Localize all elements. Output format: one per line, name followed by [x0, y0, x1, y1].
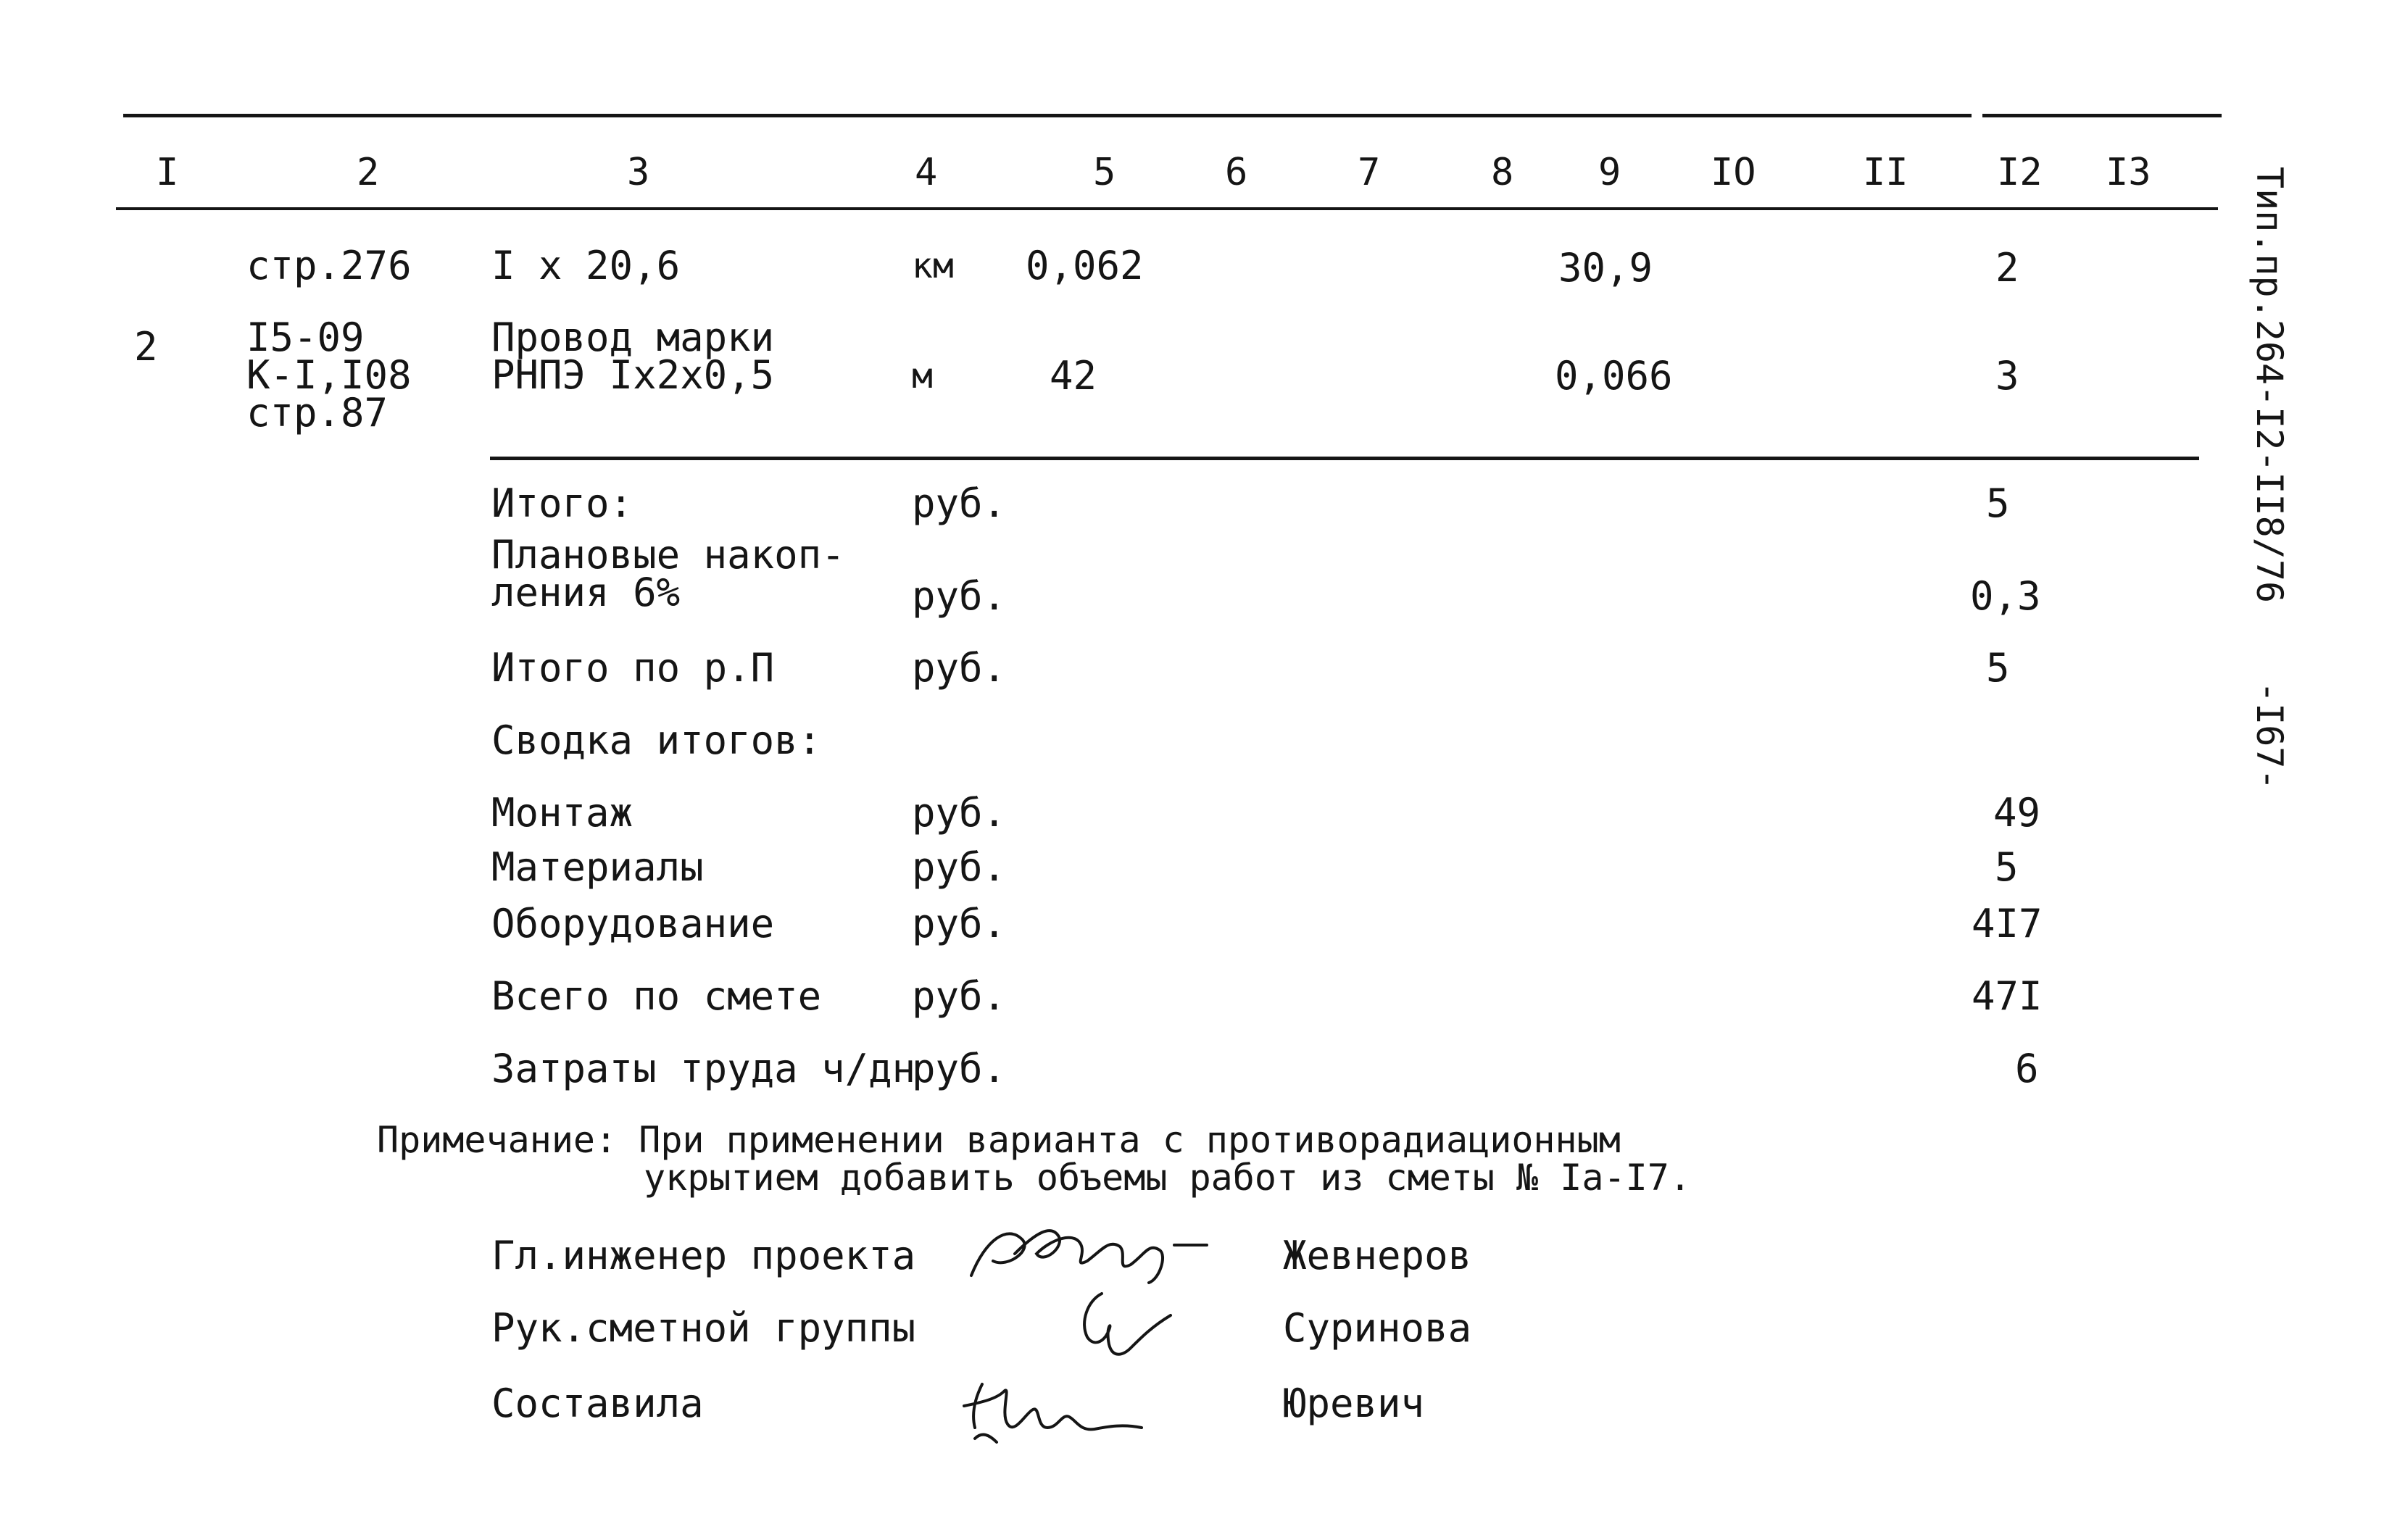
row1-col9: 30,9 [1558, 245, 1653, 291]
total-value-nakopleniya: 0,3 [1970, 573, 2041, 619]
signature-role-group-head: Рук.сметной группы [491, 1305, 916, 1351]
signature-role-compiler: Составила [491, 1381, 704, 1426]
signature-role-chief-engineer: Гл.инженер проекта [491, 1233, 916, 1278]
header-col-2: 2 [357, 151, 380, 194]
total-label-nakopleniya: Плановые накоп- ления 6% [491, 532, 845, 615]
total-unit-oborudovanie: руб. [912, 901, 1007, 946]
header-col-10: IO [1711, 151, 1756, 194]
total-value-montazh: 49 [1993, 790, 2041, 836]
header-col-13: I3 [2106, 151, 2151, 194]
handwritten-signature-3 [960, 1370, 1149, 1452]
total-value-oborudovanie: 4I7 [1972, 901, 2043, 946]
header-col-12: I2 [1997, 151, 2043, 194]
row2-col9: 0,066 [1555, 353, 1673, 399]
total-label-trud: Затраты труда ч/дн [491, 1046, 916, 1091]
total-unit-montazh: руб. [912, 790, 1007, 836]
header-col-6: 6 [1225, 151, 1248, 194]
row1-col3: I x 20,6 [491, 243, 681, 288]
total-unit-materialy: руб. [912, 844, 1007, 890]
total-value-razdel: 5 [1986, 645, 2010, 691]
row1-col5: 0,062 [1026, 243, 1144, 288]
row2-col12: 3 [1995, 353, 2019, 399]
total-value-itogo: 5 [1986, 480, 2010, 526]
header-col-9: 9 [1598, 151, 1621, 194]
note-line-2: укрытием добавить объемы работ из сметы № Iа-I7. [644, 1157, 1691, 1199]
header-col-4: 4 [915, 151, 938, 194]
header-col-5: 5 [1093, 151, 1116, 194]
total-value-trud: 6 [2015, 1046, 2039, 1091]
header-col-7: 7 [1358, 151, 1381, 194]
row2-col5: 42 [1050, 353, 1097, 399]
total-unit-trud: руб. [912, 1046, 1007, 1091]
top-rule-left [123, 114, 1972, 117]
total-value-materialy: 5 [1995, 844, 2019, 890]
row2-col4: м [912, 356, 933, 396]
row1-col12: 2 [1995, 245, 2019, 291]
row2-col1: 2 [134, 324, 158, 370]
row1-col4: км [912, 246, 954, 286]
signature-name-chief-engineer: Жевнеров [1283, 1233, 1472, 1278]
note-line-1: Примечание: При применении варианта с противорадиационным [377, 1119, 1621, 1161]
signature-name-group-head: Суринова [1283, 1305, 1472, 1351]
total-label-razdel: Итого по р.П [491, 645, 775, 691]
header-col-8: 8 [1491, 151, 1514, 194]
header-col-3: 3 [627, 151, 650, 194]
header-bottom-rule [116, 207, 2218, 210]
signature-name-compiler: Юревич [1283, 1381, 1425, 1426]
total-label-oborudovanie: Оборудование [491, 901, 775, 946]
top-rule-right [1982, 114, 2222, 117]
subtotal-rule [490, 457, 2199, 460]
total-label-vsego: Всего по смете [491, 973, 822, 1019]
total-unit-itogo: руб. [912, 480, 1007, 526]
total-unit-razdel: руб. [912, 645, 1007, 691]
total-label-itogo: Итого: [491, 480, 633, 526]
row1-col2: стр.276 [246, 243, 412, 288]
total-label-montazh: Монтаж [491, 790, 633, 836]
header-col-11: II [1863, 151, 1908, 194]
total-unit-vsego: руб. [912, 973, 1007, 1019]
row2-col3: Провод марки РНПЭ Ix2x0,5 [491, 315, 775, 398]
summary-heading: Сводка итогов: [491, 717, 822, 763]
total-unit-nakopleniya: руб. [912, 573, 1007, 619]
side-page-number: -I67- [2248, 681, 2290, 791]
total-value-vsego: 47I [1972, 973, 2043, 1019]
total-label-materialy: Материалы [491, 844, 704, 890]
side-document-code: Тип.пр.264-I2-II8/76 [2248, 167, 2290, 604]
row2-col2: I5-09 К-I,I08 стр.87 [246, 315, 412, 436]
handwritten-signature-1 [964, 1210, 1210, 1293]
header-col-1: I [156, 151, 179, 194]
handwritten-signature-2 [1073, 1286, 1189, 1376]
